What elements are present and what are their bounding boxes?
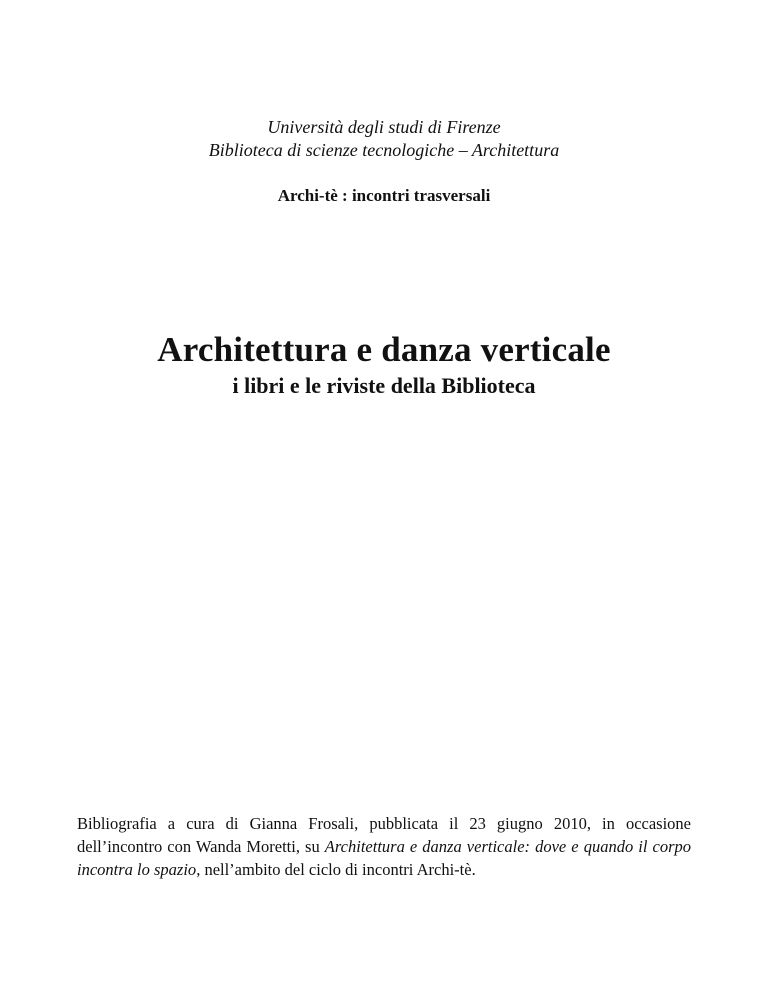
note-event-title: Architettura e danza verticale: dove e quando il corpo incontra lo spazio	[77, 837, 691, 879]
library-name: Biblioteca di scienze tecnologiche – Architettura	[208, 140, 560, 160]
bibliography-note	[77, 812, 691, 881]
document-subtitle: i libri e le riviste della Biblioteca	[232, 373, 536, 398]
university-name: Università degli studi di Firenze	[267, 117, 501, 137]
note-text-start: Bibliografia a cura di Gianna Frosali, pubblicata il 23 giugno 2010, in occasione dell’incontro con Wanda Moretti, su	[77, 814, 691, 856]
note-text-end: , nell’ambito del ciclo di incontri Archi-tè.	[196, 860, 476, 879]
document-title: Architettura e danza verticale	[157, 330, 611, 369]
series-title: Archi-tè : incontri trasversali	[277, 186, 491, 205]
